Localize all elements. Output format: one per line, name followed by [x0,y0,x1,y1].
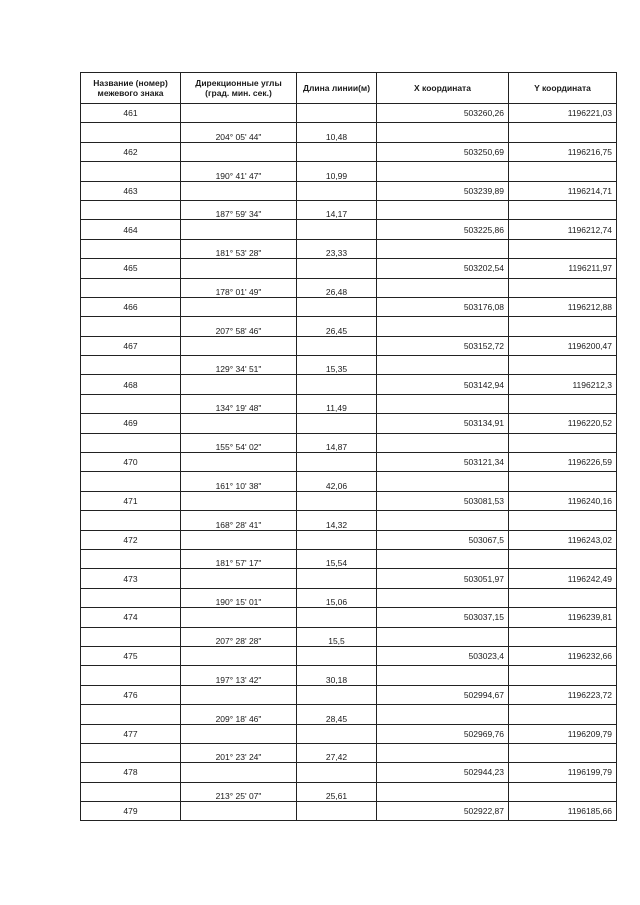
table-row [81,666,617,685]
direction-angle-cell: 213° 25' 07" [181,782,297,801]
header-point-name-line2: межевого знака [97,88,164,98]
empty-cell [181,569,297,588]
direction-angle-cell: 201° 23' 24" [181,743,297,762]
empty-cell [509,549,617,568]
point-name-cell: 470 [81,453,181,472]
table-row [81,239,617,258]
y-coordinate-cell: 1196242,49 [509,569,617,588]
point-name-cell: 468 [81,375,181,394]
point-name-cell: 471 [81,491,181,510]
x-coordinate-cell: 503121,34 [377,453,509,472]
line-length-cell: 26,48 [297,278,377,297]
empty-cell [509,472,617,491]
point-name-cell: 465 [81,259,181,278]
empty-cell [81,666,181,685]
table-row [81,763,617,782]
direction-angle-cell: 155° 54' 02" [181,433,297,452]
empty-cell [297,181,377,200]
empty-cell [509,782,617,801]
table-row [81,104,617,123]
y-coordinate-cell: 1196212,88 [509,297,617,316]
empty-cell [81,239,181,258]
empty-cell [181,220,297,239]
empty-cell [81,782,181,801]
empty-cell [377,278,509,297]
x-coordinate-cell: 503176,08 [377,297,509,316]
empty-cell [509,743,617,762]
table-row [81,705,617,724]
empty-cell [81,743,181,762]
empty-cell [509,627,617,646]
empty-cell [297,453,377,472]
point-name-cell: 466 [81,297,181,316]
empty-cell [81,472,181,491]
empty-cell [509,317,617,336]
table-row [81,162,617,181]
empty-cell [377,588,509,607]
empty-cell [377,705,509,724]
x-coordinate-cell: 503067,5 [377,530,509,549]
empty-cell [509,511,617,530]
empty-cell [509,588,617,607]
y-coordinate-cell: 1196226,59 [509,453,617,472]
x-coordinate-cell: 503037,15 [377,608,509,627]
table-row [81,627,617,646]
header-direction-angle [181,73,297,104]
header-y-coordinate: Y координата [509,73,617,104]
line-length-cell: 15,5 [297,627,377,646]
x-coordinate-cell: 503225,86 [377,220,509,239]
direction-angle-cell: 161° 10' 38" [181,472,297,491]
empty-cell [297,259,377,278]
table-row [81,200,617,219]
empty-cell [297,802,377,821]
x-coordinate-cell: 503239,89 [377,181,509,200]
empty-cell [181,414,297,433]
header-point-name [81,73,181,104]
table-row [81,259,617,278]
empty-cell [81,278,181,297]
y-coordinate-cell: 1196185,66 [509,802,617,821]
empty-cell [377,162,509,181]
empty-cell [81,627,181,646]
point-name-cell: 462 [81,142,181,161]
table-row [81,511,617,530]
empty-cell [297,142,377,161]
empty-cell [181,259,297,278]
y-coordinate-cell: 1196239,81 [509,608,617,627]
empty-cell [81,433,181,452]
point-name-cell: 469 [81,414,181,433]
boundary-coordinates-table [80,72,617,821]
direction-angle-cell: 168° 28' 41" [181,511,297,530]
point-name-cell: 463 [81,181,181,200]
direction-angle-cell: 204° 05' 44" [181,123,297,142]
empty-cell [81,588,181,607]
y-coordinate-cell: 1196212,3 [509,375,617,394]
empty-cell [377,782,509,801]
empty-cell [81,394,181,413]
table-row [81,414,617,433]
header-line-length: Длина линии(м) [297,73,377,104]
empty-cell [181,724,297,743]
x-coordinate-cell: 503081,53 [377,491,509,510]
line-length-cell: 30,18 [297,666,377,685]
empty-cell [181,336,297,355]
empty-cell [377,627,509,646]
empty-cell [377,743,509,762]
empty-cell [81,549,181,568]
y-coordinate-cell: 1196200,47 [509,336,617,355]
table-row [81,336,617,355]
table-header [81,73,617,104]
direction-angle-cell: 190° 15' 01" [181,588,297,607]
empty-cell [509,278,617,297]
line-length-cell: 23,33 [297,239,377,258]
y-coordinate-cell: 1196212,74 [509,220,617,239]
x-coordinate-cell: 502969,76 [377,724,509,743]
empty-cell [509,705,617,724]
line-length-cell: 14,87 [297,433,377,452]
point-name-cell: 474 [81,608,181,627]
x-coordinate-cell: 502994,67 [377,685,509,704]
table-row [81,394,617,413]
empty-cell [81,705,181,724]
direction-angle-cell: 209° 18' 46" [181,705,297,724]
table-row [81,646,617,665]
direction-angle-cell: 190° 41' 47" [181,162,297,181]
y-coordinate-cell: 1196221,03 [509,104,617,123]
direction-angle-cell: 181° 53' 28" [181,239,297,258]
direction-angle-cell: 197° 13' 42" [181,666,297,685]
y-coordinate-cell: 1196223,72 [509,685,617,704]
x-coordinate-cell: 502944,23 [377,763,509,782]
empty-cell [297,608,377,627]
line-length-cell: 15,35 [297,356,377,375]
empty-cell [297,646,377,665]
table-row [81,549,617,568]
empty-cell [377,549,509,568]
y-coordinate-cell: 1196199,79 [509,763,617,782]
table-row [81,297,617,316]
empty-cell [81,317,181,336]
line-length-cell: 10,99 [297,162,377,181]
x-coordinate-cell: 503250,69 [377,142,509,161]
empty-cell [377,123,509,142]
empty-cell [297,297,377,316]
y-coordinate-cell: 1196220,52 [509,414,617,433]
table-body [81,104,617,821]
direction-angle-cell: 134° 19' 48" [181,394,297,413]
y-coordinate-cell: 1196243,02 [509,530,617,549]
table-row [81,743,617,762]
empty-cell [297,375,377,394]
empty-cell [509,356,617,375]
header-x-coordinate: X координата [377,73,509,104]
table-row [81,317,617,336]
table-row [81,453,617,472]
line-length-cell: 14,32 [297,511,377,530]
empty-cell [181,297,297,316]
empty-cell [377,666,509,685]
empty-cell [377,356,509,375]
x-coordinate-cell: 503134,91 [377,414,509,433]
line-length-cell: 15,06 [297,588,377,607]
line-length-cell: 26,45 [297,317,377,336]
empty-cell [297,104,377,123]
table-row [81,142,617,161]
point-name-cell: 467 [81,336,181,355]
table-row [81,220,617,239]
empty-cell [297,414,377,433]
header-direction-angle-line2: (град. мин. сек.) [205,88,272,98]
empty-cell [297,220,377,239]
table-row [81,530,617,549]
empty-cell [181,104,297,123]
empty-cell [509,666,617,685]
line-length-cell: 15,54 [297,549,377,568]
empty-cell [181,375,297,394]
empty-cell [509,200,617,219]
line-length-cell: 14,17 [297,200,377,219]
table-row [81,685,617,704]
empty-cell [297,336,377,355]
table-row [81,588,617,607]
point-name-cell: 478 [81,763,181,782]
empty-cell [81,511,181,530]
y-coordinate-cell: 1196232,66 [509,646,617,665]
line-length-cell: 25,61 [297,782,377,801]
empty-cell [81,200,181,219]
table-row [81,375,617,394]
direction-angle-cell: 207° 28' 28" [181,627,297,646]
empty-cell [181,763,297,782]
empty-cell [81,123,181,142]
empty-cell [297,724,377,743]
empty-cell [181,685,297,704]
direction-angle-cell: 187° 59' 34" [181,200,297,219]
empty-cell [509,394,617,413]
header-point-name-line1: Название (номер) [93,78,168,88]
empty-cell [509,123,617,142]
y-coordinate-cell: 1196209,79 [509,724,617,743]
x-coordinate-cell: 503152,72 [377,336,509,355]
empty-cell [297,685,377,704]
point-name-cell: 479 [81,802,181,821]
empty-cell [509,162,617,181]
table-row [81,491,617,510]
empty-cell [297,763,377,782]
table-row [81,608,617,627]
empty-cell [81,162,181,181]
point-name-cell: 473 [81,569,181,588]
line-length-cell: 42,06 [297,472,377,491]
y-coordinate-cell: 1196240,16 [509,491,617,510]
empty-cell [377,472,509,491]
table-row [81,181,617,200]
empty-cell [297,530,377,549]
empty-cell [377,394,509,413]
point-name-cell: 476 [81,685,181,704]
direction-angle-cell: 181° 57' 17" [181,549,297,568]
x-coordinate-cell: 502922,87 [377,802,509,821]
table-row [81,123,617,142]
empty-cell [181,491,297,510]
y-coordinate-cell: 1196216,75 [509,142,617,161]
line-length-cell: 27,42 [297,743,377,762]
x-coordinate-cell: 503142,94 [377,375,509,394]
point-name-cell: 464 [81,220,181,239]
x-coordinate-cell: 503260,26 [377,104,509,123]
table-row [81,802,617,821]
empty-cell [377,200,509,219]
table-row [81,724,617,743]
point-name-cell: 472 [81,530,181,549]
point-name-cell: 461 [81,104,181,123]
empty-cell [181,181,297,200]
empty-cell [377,317,509,336]
empty-cell [81,356,181,375]
header-direction-angle-line1: Дирекционные углы [195,78,282,88]
table-row [81,433,617,452]
empty-cell [181,646,297,665]
table-row [81,472,617,491]
empty-cell [377,239,509,258]
empty-cell [181,608,297,627]
table-row [81,569,617,588]
empty-cell [181,142,297,161]
line-length-cell: 10,48 [297,123,377,142]
x-coordinate-cell: 503023,4 [377,646,509,665]
table-row [81,356,617,375]
empty-cell [377,433,509,452]
y-coordinate-cell: 1196214,71 [509,181,617,200]
y-coordinate-cell: 1196211,97 [509,259,617,278]
direction-angle-cell: 207° 58' 46" [181,317,297,336]
table-row [81,782,617,801]
direction-angle-cell: 178° 01' 49" [181,278,297,297]
empty-cell [181,530,297,549]
empty-cell [377,511,509,530]
empty-cell [181,453,297,472]
direction-angle-cell: 129° 34' 51" [181,356,297,375]
line-length-cell: 28,45 [297,705,377,724]
point-name-cell: 477 [81,724,181,743]
empty-cell [509,239,617,258]
x-coordinate-cell: 503051,97 [377,569,509,588]
table-row [81,278,617,297]
point-name-cell: 475 [81,646,181,665]
x-coordinate-cell: 503202,54 [377,259,509,278]
empty-cell [509,433,617,452]
empty-cell [181,802,297,821]
line-length-cell: 11,49 [297,394,377,413]
empty-cell [297,491,377,510]
empty-cell [297,569,377,588]
